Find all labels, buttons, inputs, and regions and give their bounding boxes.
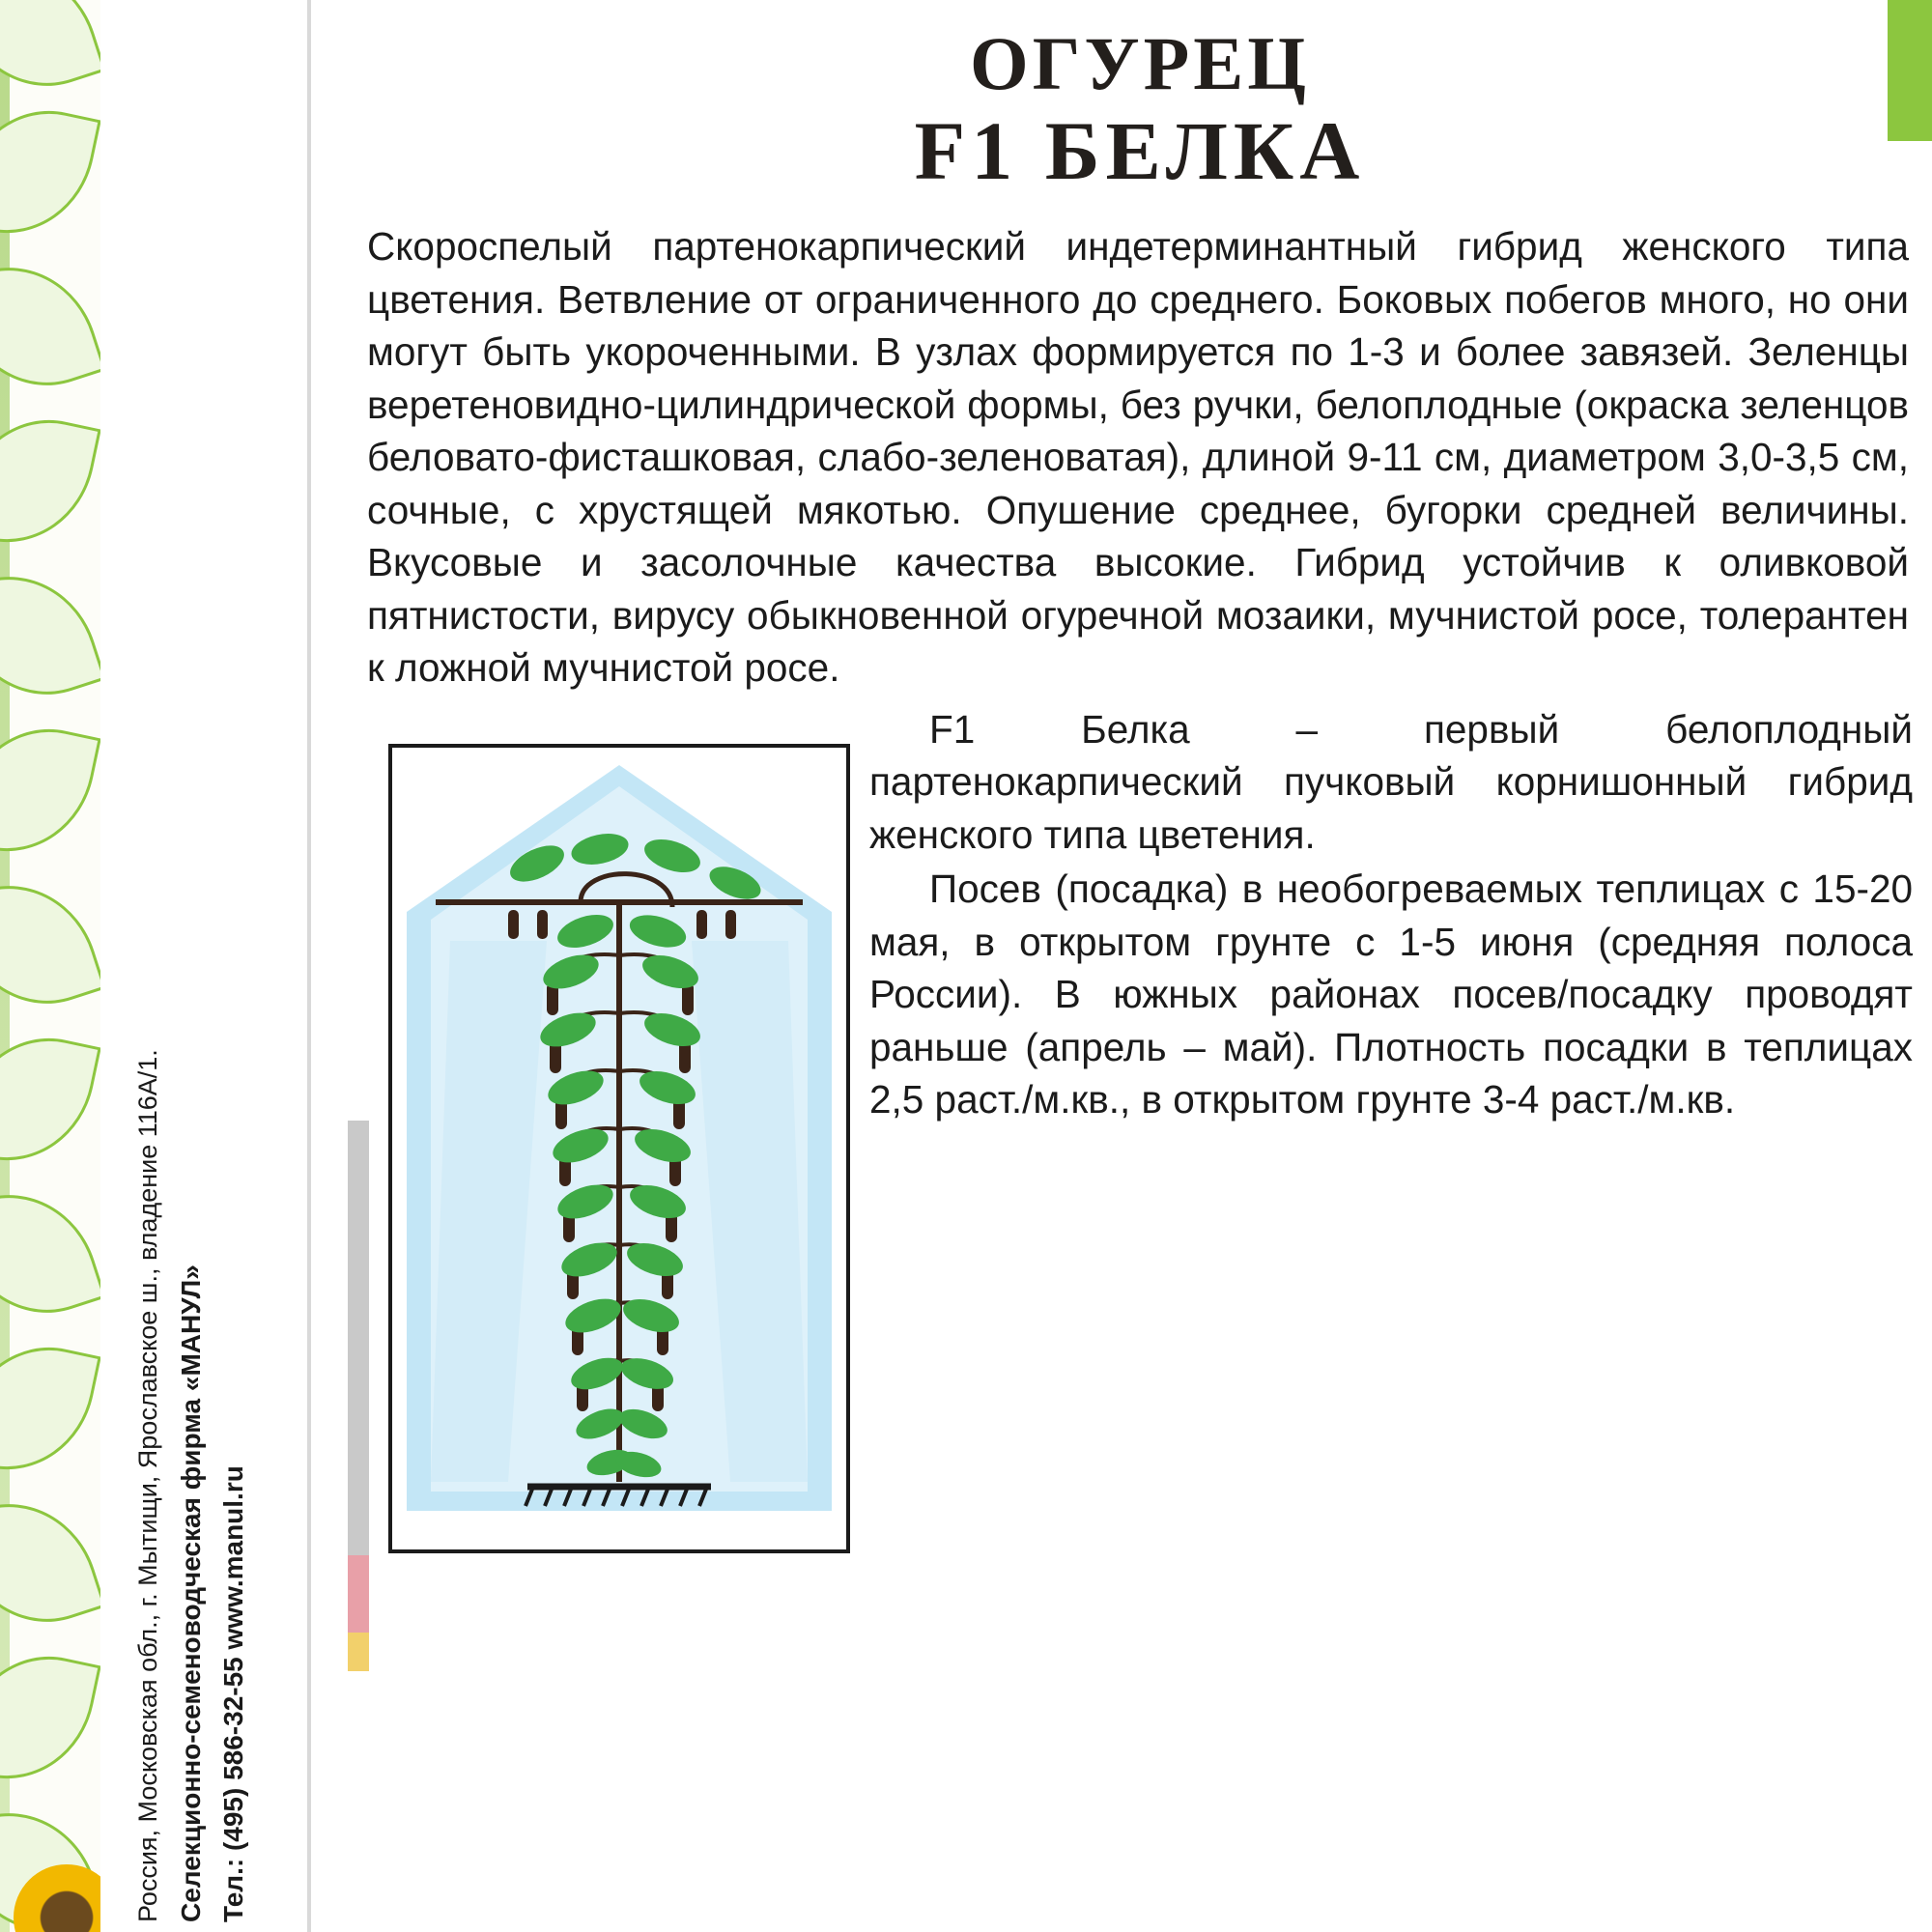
leaf-icon xyxy=(0,95,101,248)
product-title-block xyxy=(348,0,1932,195)
leaf-icon xyxy=(0,1331,101,1485)
description-paragraph-3: Посев (посадка) в необогреваемых теплицах с 15-20 мая, в открытом грунте с 1-5 июня (средняя полоса России). В южных районах посев/посадку проводят раньше (апрель – май). Плотность посадки в теплицах 2,5 раст./м.кв., в открытом грунте 3-4 раст./м.кв. xyxy=(869,867,1913,1122)
manufacturer-company: Селекционно-семеноводческая фирма «МАНУЛ» xyxy=(176,1264,206,1922)
decorative-leaf-strip xyxy=(0,0,104,1932)
leaf-icon xyxy=(0,1022,101,1176)
leaf-icon xyxy=(0,1640,101,1794)
manufacturer-address: Россия, Московская обл., г. Мытищи, Ярославское ш., владение 116А/1. xyxy=(133,1049,162,1922)
package-front-content xyxy=(348,0,1932,1932)
description-right-column xyxy=(869,703,1913,1126)
lower-split-region xyxy=(348,703,1932,1809)
leaf-icon xyxy=(0,0,104,108)
product-name-variety: F1 БЕЛКА xyxy=(914,103,1366,197)
sidebar-divider xyxy=(307,0,311,1932)
leaf-icon xyxy=(0,404,101,557)
description-paragraph-1: Скороспелый партенокарпический индетерминантный гибрид женского типа цветения. Ветвление от ограниченного до среднего. Боковых побегов много, но они могут быть укороченными. В узлах формируется по 1-3 и более завязей. Зеленцы веретеновидно-цилиндрической формы, без ручки, белоплодные (окраска зеленцов беловато-фисташковая, слабо-зеленоватая), длиной 9-11 см, диаметром 3,0-3,5 см, сочные, с хрустящей мякотью. Опушение среднее, бугорки средней величины. Вкусовые и засолочные качества высокие. Гибрид устойчив к оливковой пятнистости, вирусу обыкновенной огуречной мозаики, мучнистой росе, толерантен к ложной мучнистой росе. xyxy=(367,224,1909,691)
leaf-icon xyxy=(0,864,104,1026)
leaf-icon xyxy=(0,713,101,867)
leaf-icon xyxy=(0,1173,104,1335)
product-name-crop: ОГУРЕЦ xyxy=(970,21,1310,105)
leaf-icon xyxy=(0,554,104,717)
leaf-icon xyxy=(0,1482,104,1644)
description-paragraph-2: F1 Белка – первый белоплодный партенокарпический пучковый корнишонный гибрид женского типа цветения. xyxy=(869,707,1913,857)
manufacturer-sidebar xyxy=(100,0,305,1932)
manufacturer-phone: Тел.: (495) 586-32-55 www.manul.ru xyxy=(218,1465,248,1922)
leaf-icon xyxy=(0,245,104,408)
greenhouse-plant-figure xyxy=(388,744,850,1553)
description-paragraph-1-wrap xyxy=(367,220,1909,694)
plant-scheme-svg xyxy=(392,748,846,1549)
